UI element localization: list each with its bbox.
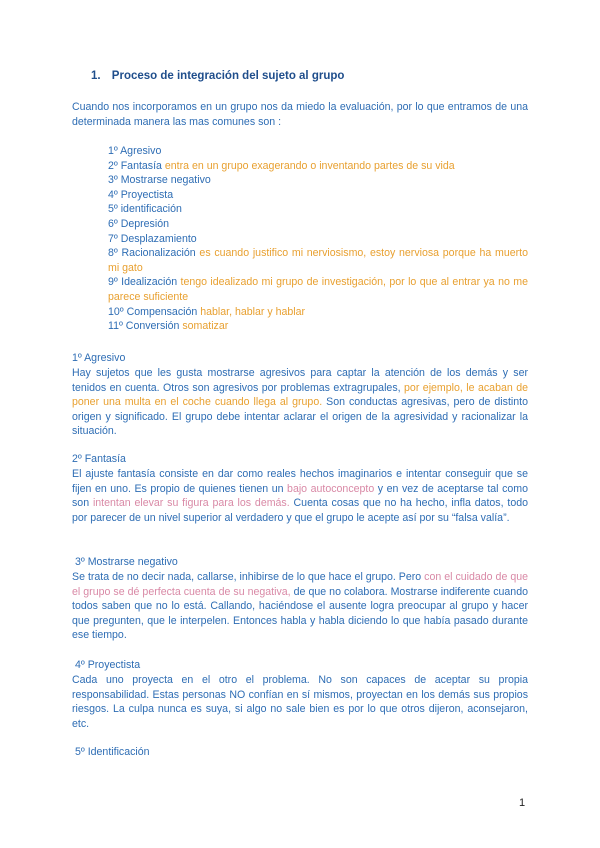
section-number: 1. [91,70,101,82]
list-item: 10º Compensación hablar, hablar y hablar [108,305,306,318]
list-item: 11º Conversión somatizar [108,320,229,333]
list-item: 3º Mostrarse negativo [108,174,211,187]
list-item: 8º Racionalización es cuando justifico mi nerviosismo, estoy nerviosa porque ha muerto mi gato [108,247,528,274]
paragraph-agresivo: Hay sujetos que les gusta mostrarse agresivos para captar la atención de los demás y ser tenidos en cuenta. Otros son agresivos por problemas extragrupales, por ejemplo, le acaban de poner una multa en el coche cuando llega al grupo. Son conductas agresivas, pero de distinto origen y significado. El grupo debe intentar aclarar el origen de la agresividad y racionalizar la situación. [72,367,528,438]
list-item: 2º Fantasía entra en un grupo exagerando o inventando partes de su vida [108,159,455,172]
paragraph-negativo: Se trata de no decir nada, callarse, inhibirse de lo que hace el grupo. Pero con el cuidado de que el grupo se dé perfecta cuenta de su negativa, de que no colabora. Mostrarse indiferente cuando todos saben que no lo está. Callando, haciéndose el ausente logra preocupar al grupo y hacer que pregunten, que le interpelen. Entonces habla y habla diciendo lo que había pasado durante ese tiempo. [72,571,528,642]
intro-paragraph: Cuando nos incorporamos en un grupo nos da miedo la evaluación, por lo que entramos de una determinada manera las mas comunes son : [72,101,528,128]
section-title-text: Proceso de integración del sujeto al grupo [111,70,345,82]
paragraph-proyectista: Cada uno proyecta en el otro el problema. No son capaces de aceptar su propia responsabilidad. Estas personas NO confían en sí mismos, proyectan en los demás sus propios riesgos. La culpa nunca es suya, si algo no sale bien es por lo que otros dijeron, aconsejaron, etc. [72,674,528,730]
list-item: 5º identificación [108,203,182,216]
heading-fantasia: 2º Fantasía [72,453,126,465]
heading-agresivo: 1º Agresivo [72,352,126,364]
page-number: 1 [519,797,526,809]
paragraph-fantasia: El ajuste fantasía consiste en dar como reales hechos imaginarios e intentar conseguir que se fijen en uno. Es propio de quienes tienen un bajo autoconcepto y en vez de aceptarse tal como son intentan elevar su figura para los demás. Cuenta cosas que no ha hecho, infla datos, todo por parecer de un nivel superior al verdadero y que el grupo le acepte así por su “falsa valía”. [72,468,529,524]
heading-identificacion: 5º Identificación [75,746,150,758]
list-item: 6º Depresión [108,217,169,230]
list-item: 1º Agresivo [108,145,162,157]
heading-negativo: 3º Mostrarse negativo [75,556,178,568]
list-item: 9º Idealización tengo idealizado mi grupo de investigación, por lo que al entrar ya no me parece suficiente [108,276,528,303]
section-title [91,70,344,82]
heading-proyectista: 4º Proyectista [75,659,141,671]
list-item: 4º Proyectista [108,188,174,201]
integration-types-list [108,144,528,334]
list-item: 7º Desplazamiento [108,232,197,245]
